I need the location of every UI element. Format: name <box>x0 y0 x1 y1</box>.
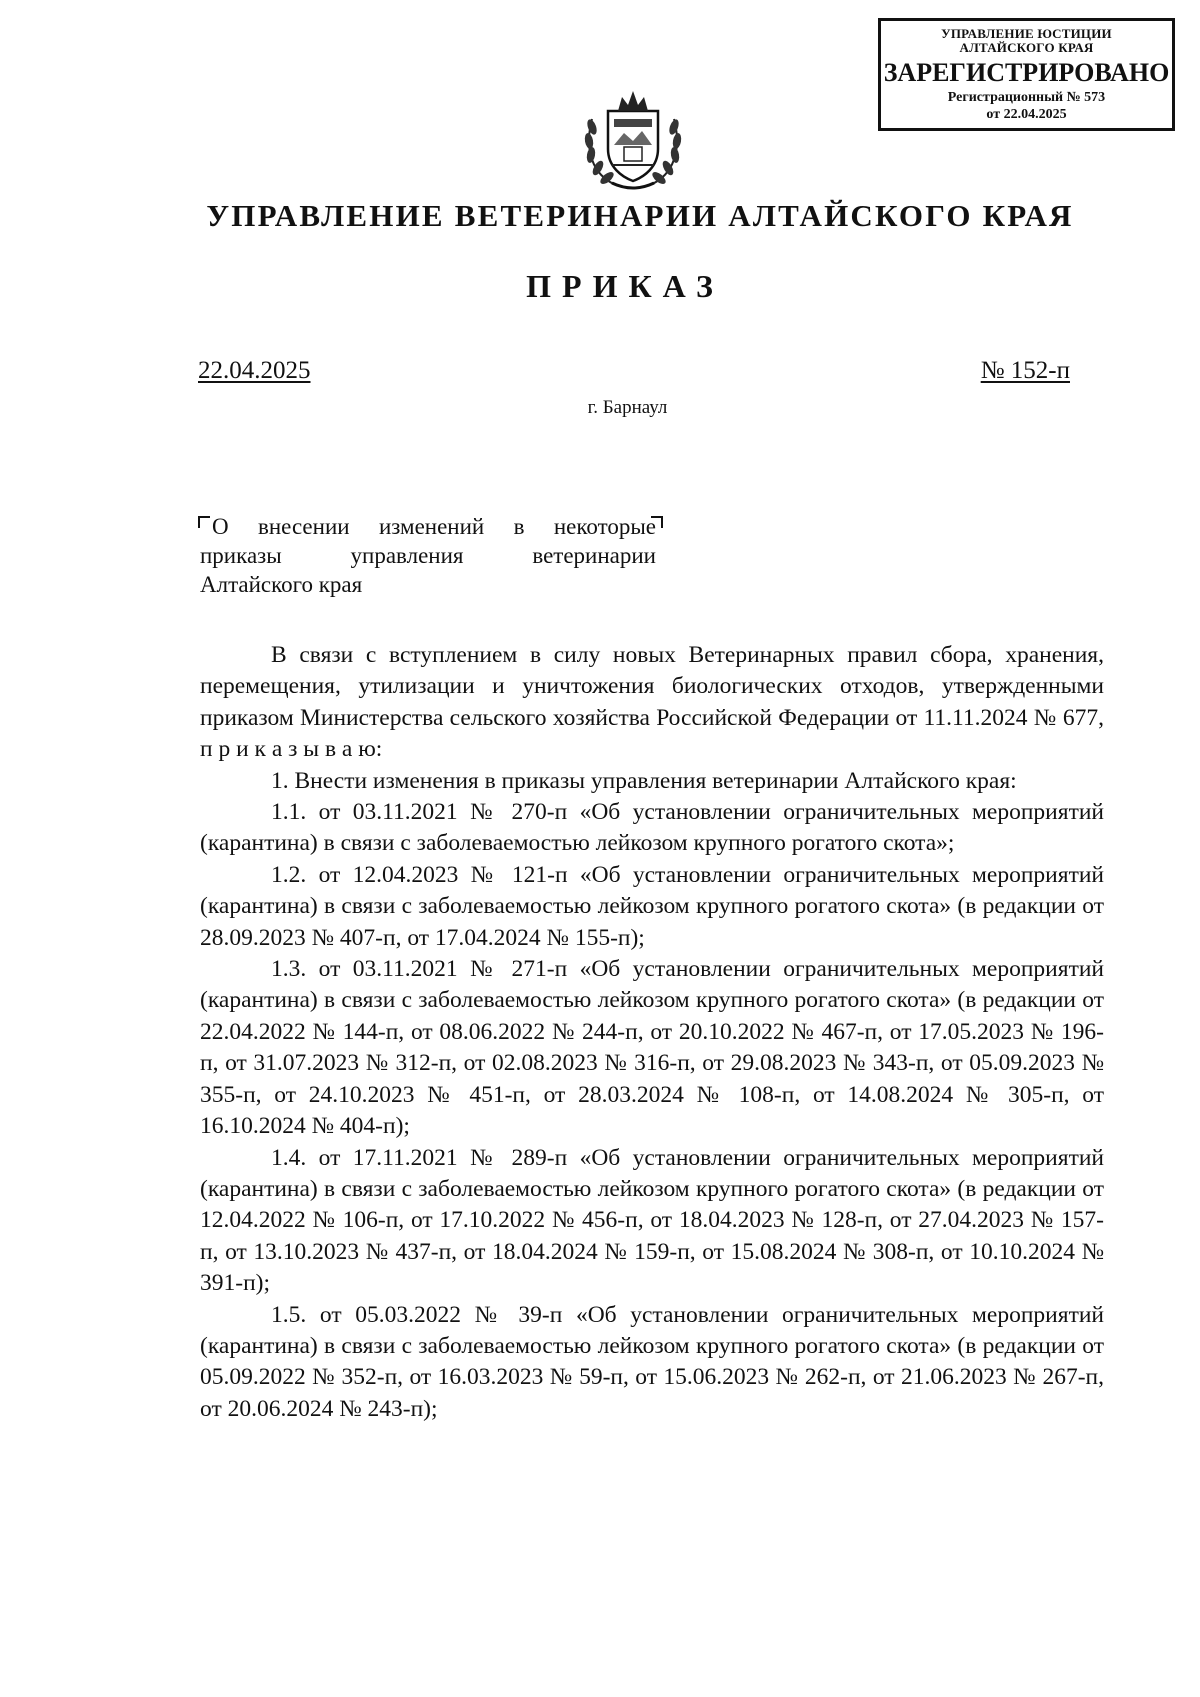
registration-stamp <box>878 18 1175 131</box>
body-item-1-2: 1.2. от 12.04.2023 № 121-п «Об установлении ограничительных мероприятий (карантина) в связи с заболеваемостью лейкозом крупного рогатого скота» (в редакции от 28.09.2023 № 407-п, от 17.04.2024 № 155-п); <box>200 861 1104 951</box>
body-item-1-4: 1.4. от 17.11.2021 № 289-п «Об установлении ограничительных мероприятий (карантина) в связи с заболеваемостью лейкозом крупного рогатого скота» (в редакции от 12.04.2022 № 106-п, от 17.10.2022 № 456-п, от 18.04.2023 № 128-п, от 27.04.2023 № 157-п, от 13.10.2023 № 437-п, от 18.04.2024 № 159-п, от 15.08.2024 № 308-п, от 10.10.2024 № 391-п); <box>200 1144 1104 1297</box>
body-item-1-3: 1.3. от 03.11.2021 № 271-п «Об установлении ограничительных мероприятий (карантина) в связи с заболеваемостью лейкозом крупного рогатого скота» (в редакции от 22.04.2022 № 144-п, от 08.06.2022 № 244-п, от 20.10.2022 № 467-п, от 17.05.2023 № 196-п, от 31.07.2023 № 312-п, от 02.08.2023 № 316-п, от 29.08.2023 № 343-п, от 05.09.2023 № 355-п, от 24.10.2023 № 451-п, от 28.03.2024 № 108-п, от 14.08.2024 № 305-п, от 16.10.2024 № 404-п); <box>200 956 1104 1140</box>
document-city: г. Барнаул <box>587 397 668 418</box>
subject-line-3: Алтайского края <box>200 572 363 597</box>
organization-title: УПРАВЛЕНИЕ ВЕТЕРИНАРИИ АЛТАЙСКОГО КРАЯ <box>206 198 1074 233</box>
subject-line-1: О внесении изменений в некоторые <box>212 514 656 539</box>
stamp-reg-date: от 22.04.2025 <box>986 107 1067 122</box>
subject-line-2: приказы управления ветеринарии <box>200 543 656 568</box>
body-preamble: В связи с вступлением в силу новых Ветеринарных правил сбора, хранения, перемещения, утилизации и уничтожения биологических отходов, утвержденными приказом Министерства сельского хозяйства Российской Федерации от 11.11.2024 № 677, п р и к а з ы в а ю: <box>200 642 1104 763</box>
stamp-reg-number: Регистрационный № 573 <box>947 90 1106 105</box>
body-item-1-5: 1.5. от 05.03.2022 № 39-п «Об установлении ограничительных мероприятий (карантина) в связи с заболеваемостью лейкозом крупного рогатого скота» (в редакции от 05.09.2022 № 352-п, от 16.03.2023 № 59-п, от 15.06.2023 № 262-п, от 21.06.2023 № 267-п, от 20.06.2024 № 243-п); <box>200 1301 1104 1422</box>
document-number: № 152-п <box>980 357 1070 384</box>
document-body <box>200 640 1104 1425</box>
document-date: 22.04.2025 <box>198 357 311 384</box>
document-subject <box>200 512 656 599</box>
document-type: ПРИКАЗ <box>526 268 724 304</box>
body-item-1: 1. Внести изменения в приказы управления ветеринарии Алтайского края: <box>271 767 1017 794</box>
stamp-authority-line1: УПРАВЛЕНИЕ ЮСТИЦИИ <box>941 26 1112 41</box>
body-item-1-1: 1.1. от 03.11.2021 № 270-п «Об установлении ограничительных мероприятий (карантина) в связи с заболеваемостью лейкозом крупного рогатого скота»; <box>200 799 1104 857</box>
coat-of-arms-icon <box>578 83 688 195</box>
stamp-status: ЗАРЕГИСТРИРОВАНО <box>883 58 1170 87</box>
stamp-authority-line2: АЛТАЙСКОГО КРАЯ <box>959 40 1094 55</box>
